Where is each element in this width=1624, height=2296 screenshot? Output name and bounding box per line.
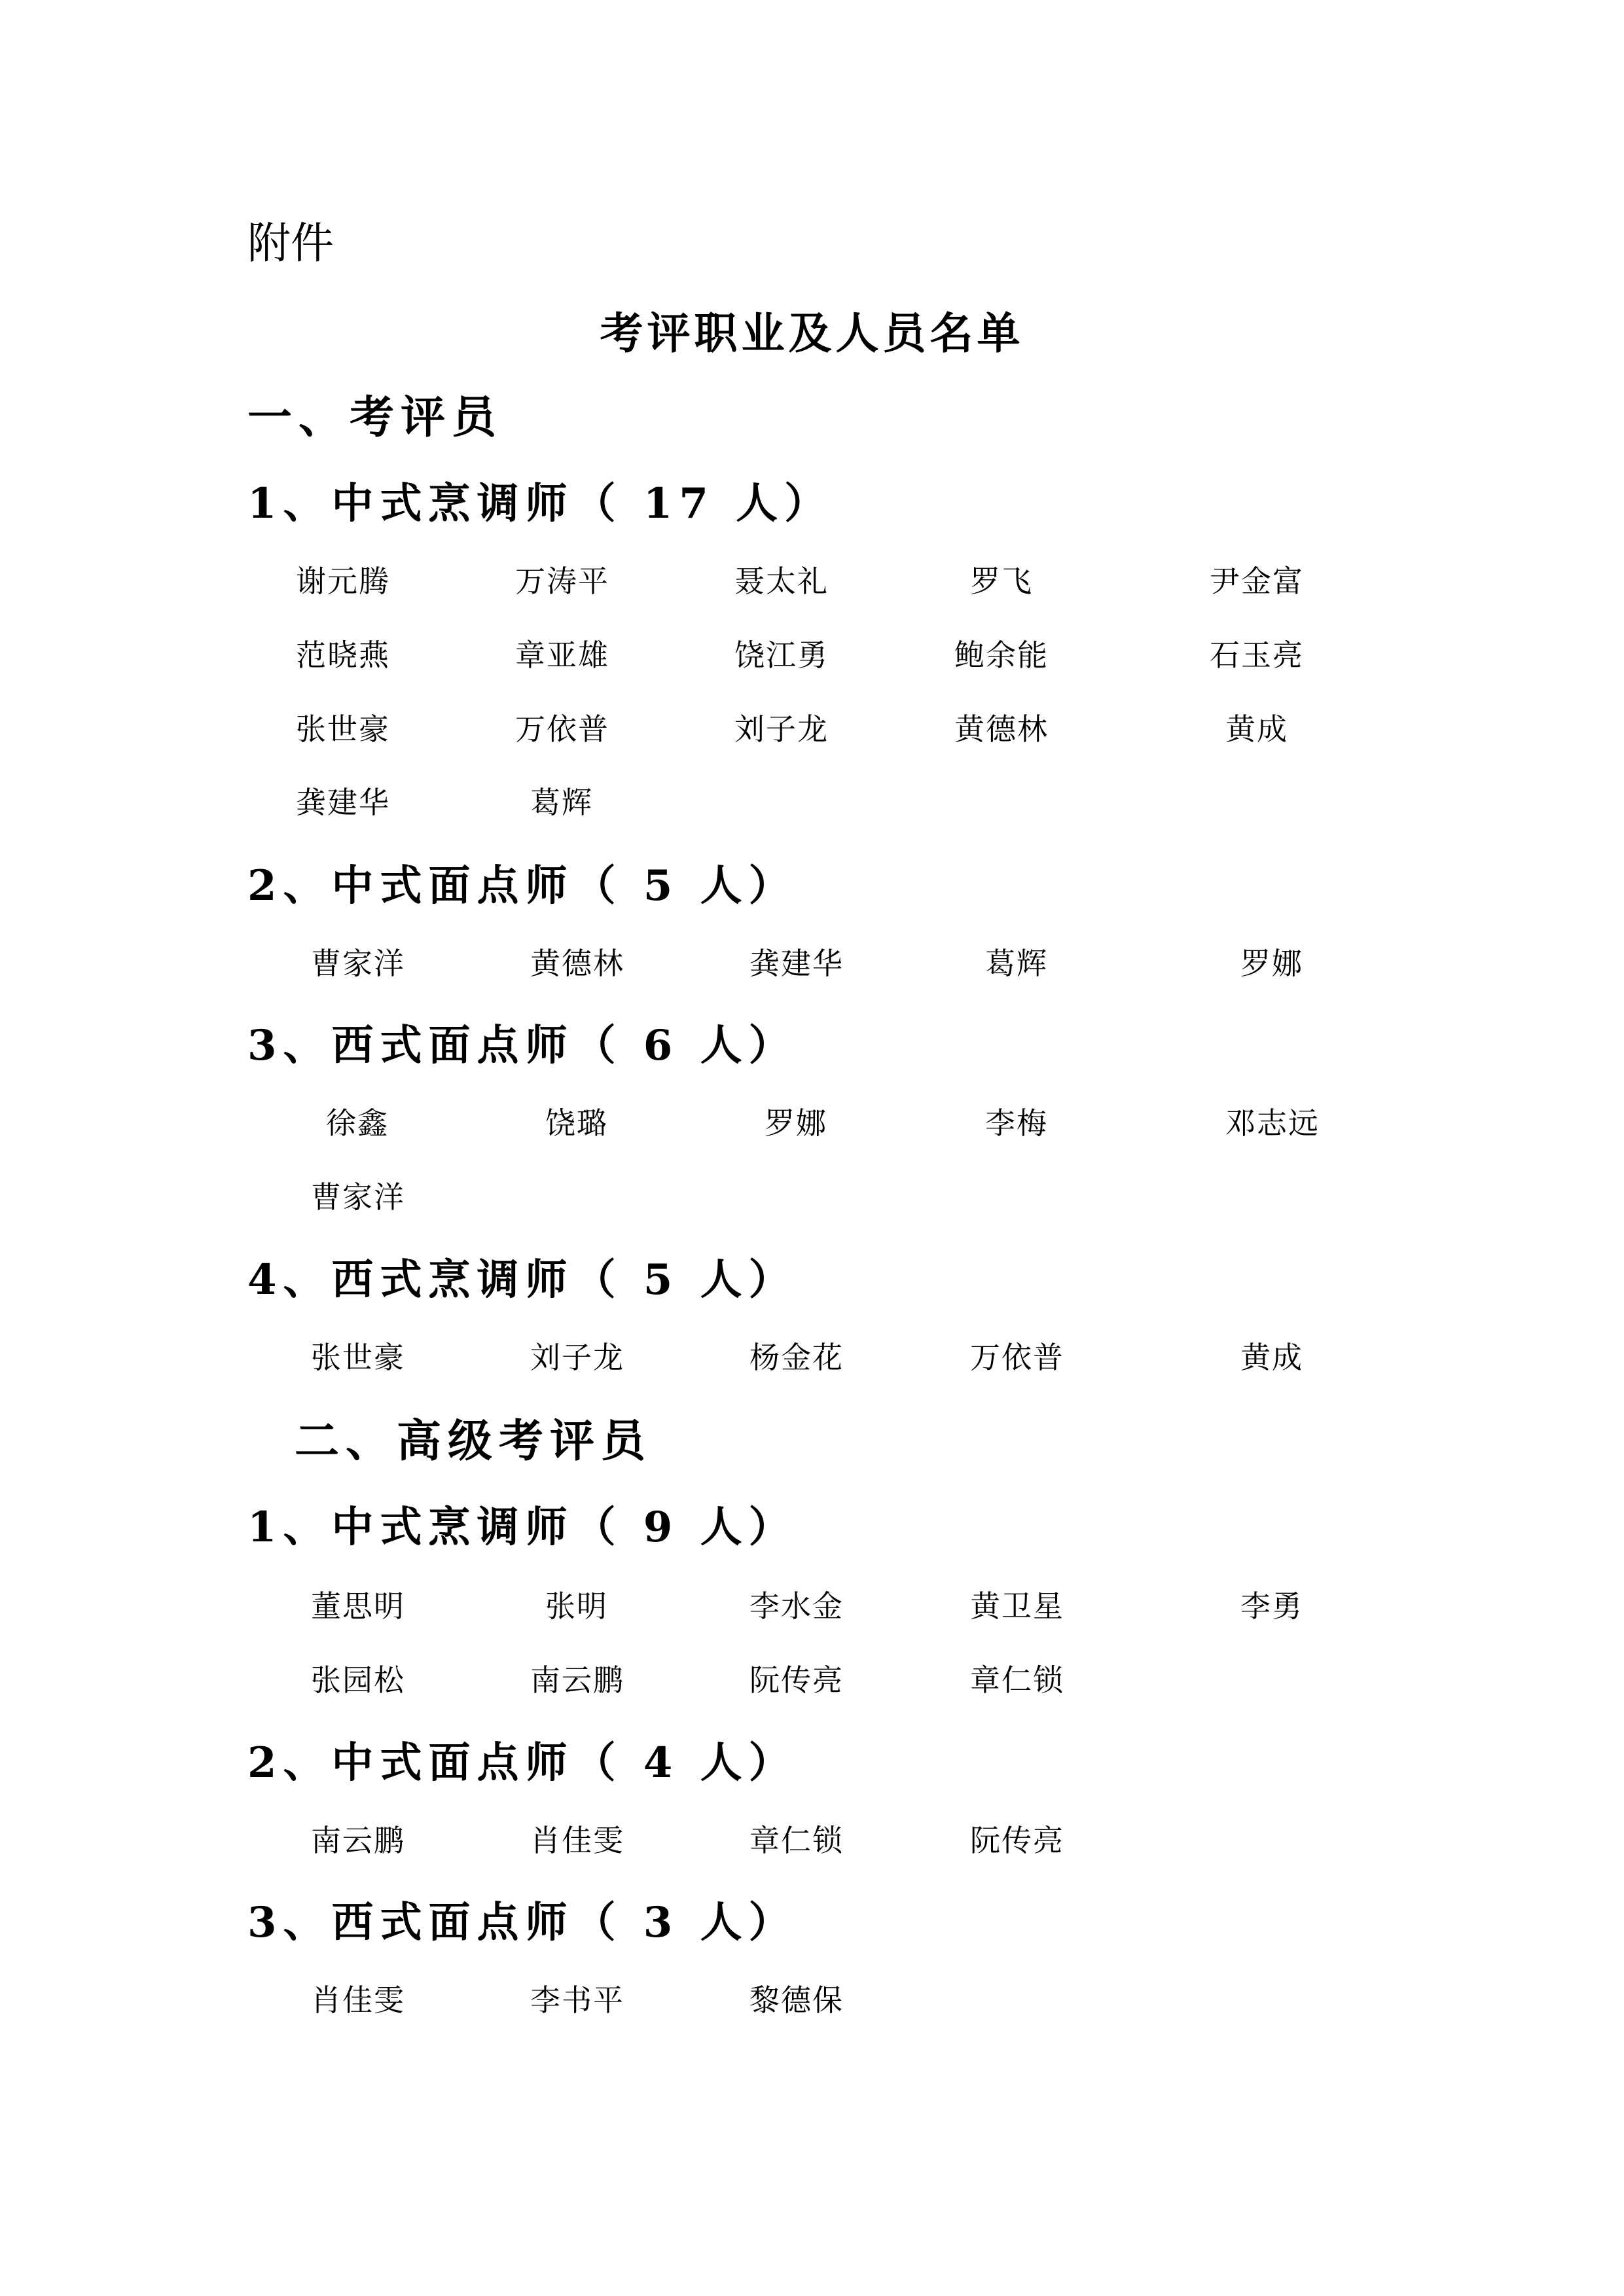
person-name: 饶江勇 [734, 637, 829, 673]
category-heading: 3、西式面点师（ 3 人） [247, 1898, 797, 1947]
person-name: 李书平 [530, 1982, 624, 2018]
person-name: 董思明 [311, 1588, 405, 1624]
person-name: 李梅 [985, 1105, 1048, 1141]
person-name: 罗娜 [1240, 946, 1303, 981]
person-name: 饶璐 [545, 1105, 608, 1141]
person-name: 李勇 [1240, 1588, 1303, 1624]
section-heading-senior-examiners: 二、高级考评员 [295, 1415, 653, 1467]
person-name: 张世豪 [311, 1340, 405, 1375]
person-name: 南云鹏 [530, 1662, 624, 1698]
person-name: 章仁锁 [749, 1823, 844, 1858]
person-name: 尹金富 [1210, 564, 1304, 599]
person-name: 章仁锁 [970, 1662, 1064, 1698]
person-name: 阮传亮 [970, 1823, 1064, 1858]
person-name: 范晓燕 [296, 637, 390, 673]
person-name: 万依普 [970, 1340, 1064, 1375]
person-name: 黄成 [1225, 711, 1288, 747]
person-name: 张明 [545, 1588, 608, 1624]
section-heading-examiners: 一、考评员 [247, 391, 503, 444]
person-name: 章亚雄 [515, 637, 609, 673]
person-name: 谢元腾 [296, 564, 390, 599]
person-name: 万涛平 [515, 564, 609, 599]
person-name: 刘子龙 [530, 1340, 624, 1375]
person-name: 葛辉 [530, 785, 593, 820]
person-name: 曹家洋 [311, 1179, 405, 1215]
category-heading: 2、中式面点师（ 5 人） [247, 861, 797, 910]
person-name: 黎德保 [749, 1982, 844, 2018]
person-name: 龚建华 [296, 785, 390, 820]
person-name: 徐鑫 [326, 1105, 389, 1141]
person-name: 刘子龙 [734, 711, 829, 747]
person-name: 曹家洋 [311, 946, 405, 981]
category-heading: 4、西式烹调师（ 5 人） [247, 1255, 797, 1304]
category-heading: 2、中式面点师（ 4 人） [247, 1738, 797, 1787]
person-name: 万依普 [515, 711, 609, 747]
category-heading: 1、中式烹调师（ 9 人） [247, 1503, 797, 1552]
person-name: 石玉亮 [1210, 637, 1304, 673]
person-name: 肖佳雯 [311, 1982, 405, 2018]
person-name: 邓志远 [1225, 1105, 1320, 1141]
category-heading: 1、中式烹调师（ 17 人） [247, 479, 833, 528]
person-name: 龚建华 [749, 946, 844, 981]
person-name: 黄德林 [954, 711, 1049, 747]
person-name: 阮传亮 [749, 1662, 844, 1698]
category-heading: 3、西式面点师（ 6 人） [247, 1021, 797, 1070]
person-name: 罗飞 [970, 564, 1033, 599]
person-name: 黄成 [1240, 1340, 1303, 1375]
person-name: 南云鹏 [311, 1823, 405, 1858]
person-name: 张园松 [311, 1662, 405, 1698]
person-name: 聂太礼 [734, 564, 829, 599]
attachment-label: 附件 [247, 218, 334, 268]
person-name: 李水金 [749, 1588, 844, 1624]
person-name: 张世豪 [296, 711, 390, 747]
document-title: 考评职业及人员名单 [600, 308, 1024, 359]
person-name: 鲍余能 [954, 637, 1049, 673]
person-name: 黄卫星 [970, 1588, 1064, 1624]
person-name: 肖佳雯 [530, 1823, 624, 1858]
person-name: 黄德林 [530, 946, 624, 981]
person-name: 罗娜 [765, 1105, 827, 1141]
person-name: 葛辉 [985, 946, 1048, 981]
person-name: 杨金花 [749, 1340, 844, 1375]
